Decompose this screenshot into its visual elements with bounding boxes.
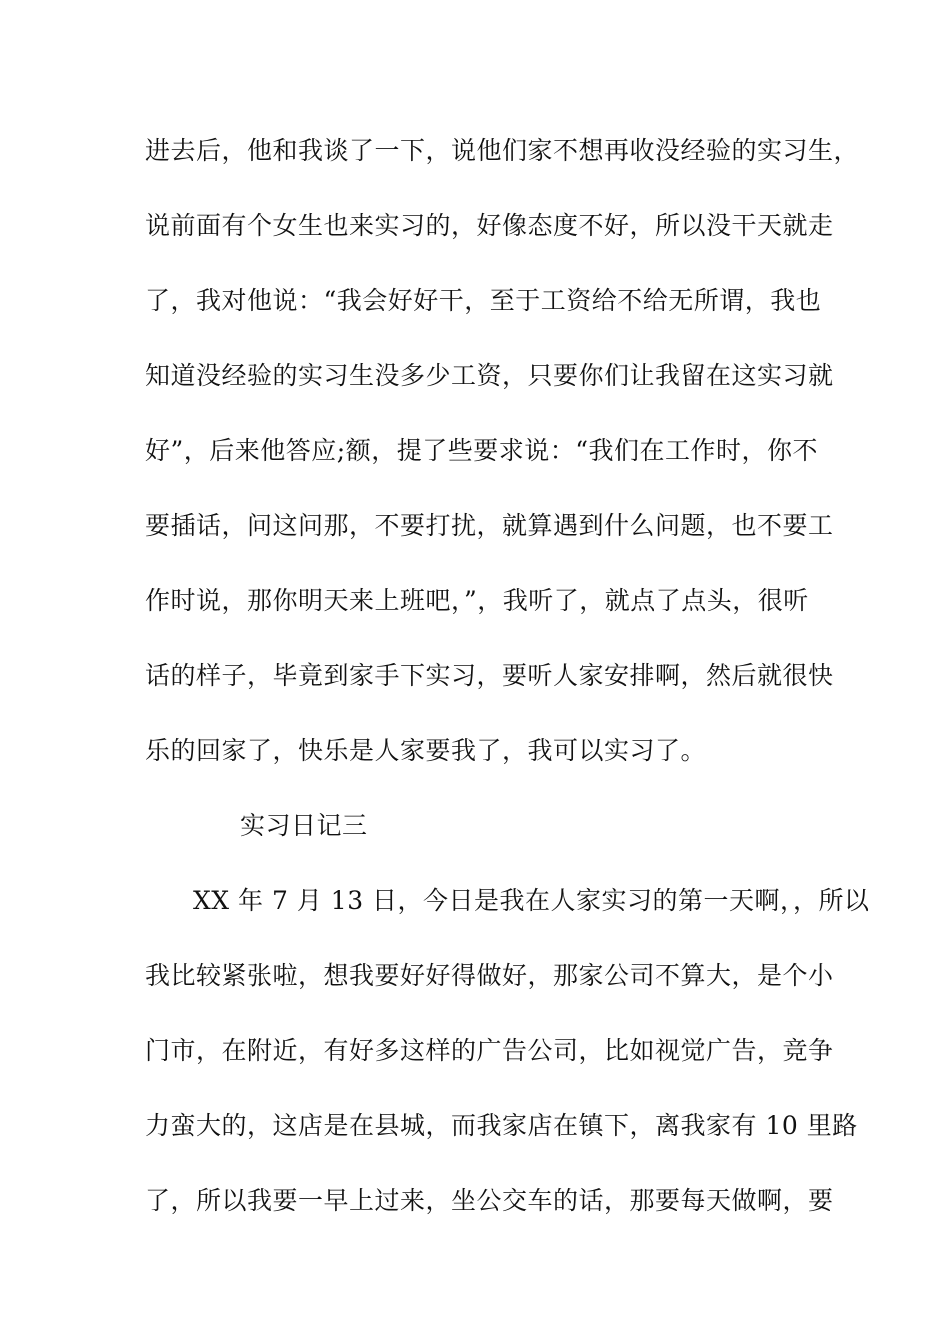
text-line: 乐的回家了，快乐是人家要我了，我可以实习了。 [145,736,707,765]
text-line: 我比较紧张啦，想我要好好得做好，那家公司不算大，是个小 [145,961,834,990]
text-line: 好”，后来他答应;额，提了些要求说：“我们在工作时，你不 [145,436,818,465]
text-line: 了，我对他说：“我会好好干，至于工资给不给无所谓，我也 [145,286,822,315]
text-line: 说前面有个女生也来实习的，好像态度不好，所以没干天就走 [145,211,834,240]
text-line: 作时说，那你明天来上班吧，”，我听了，就点了点头，很听 [145,586,809,615]
text-line: 要插话，问这问那，不要打扰，就算遇到什么问题，也不要工 [145,511,834,540]
text-line: 知道没经验的实习生没多少工资，只要你们让我留在这实习就 [145,361,834,390]
text-line: 力蛮大的，这店是在县城，而我家店在镇下，离我家有 10 里路 [145,1111,858,1140]
text-line: XX 年 7 月 13 日，今日是我在人家实习的第一天啊，，所以 [193,886,870,915]
text-line: 进去后，他和我谈了一下，说他们家不想再收没经验的实习生， [145,136,860,165]
text-line: 话的样子，毕竟到家手下实习，要听人家安排啊，然后就很快 [145,661,834,690]
text-line: 门市，在附近，有好多这样的广告公司，比如视觉广告，竞争 [145,1036,834,1065]
text-line: 了，所以我要一早上过来，坐公交车的话，那要每天做啊，要 [145,1186,834,1215]
section-heading: 实习日记三 [240,811,368,840]
